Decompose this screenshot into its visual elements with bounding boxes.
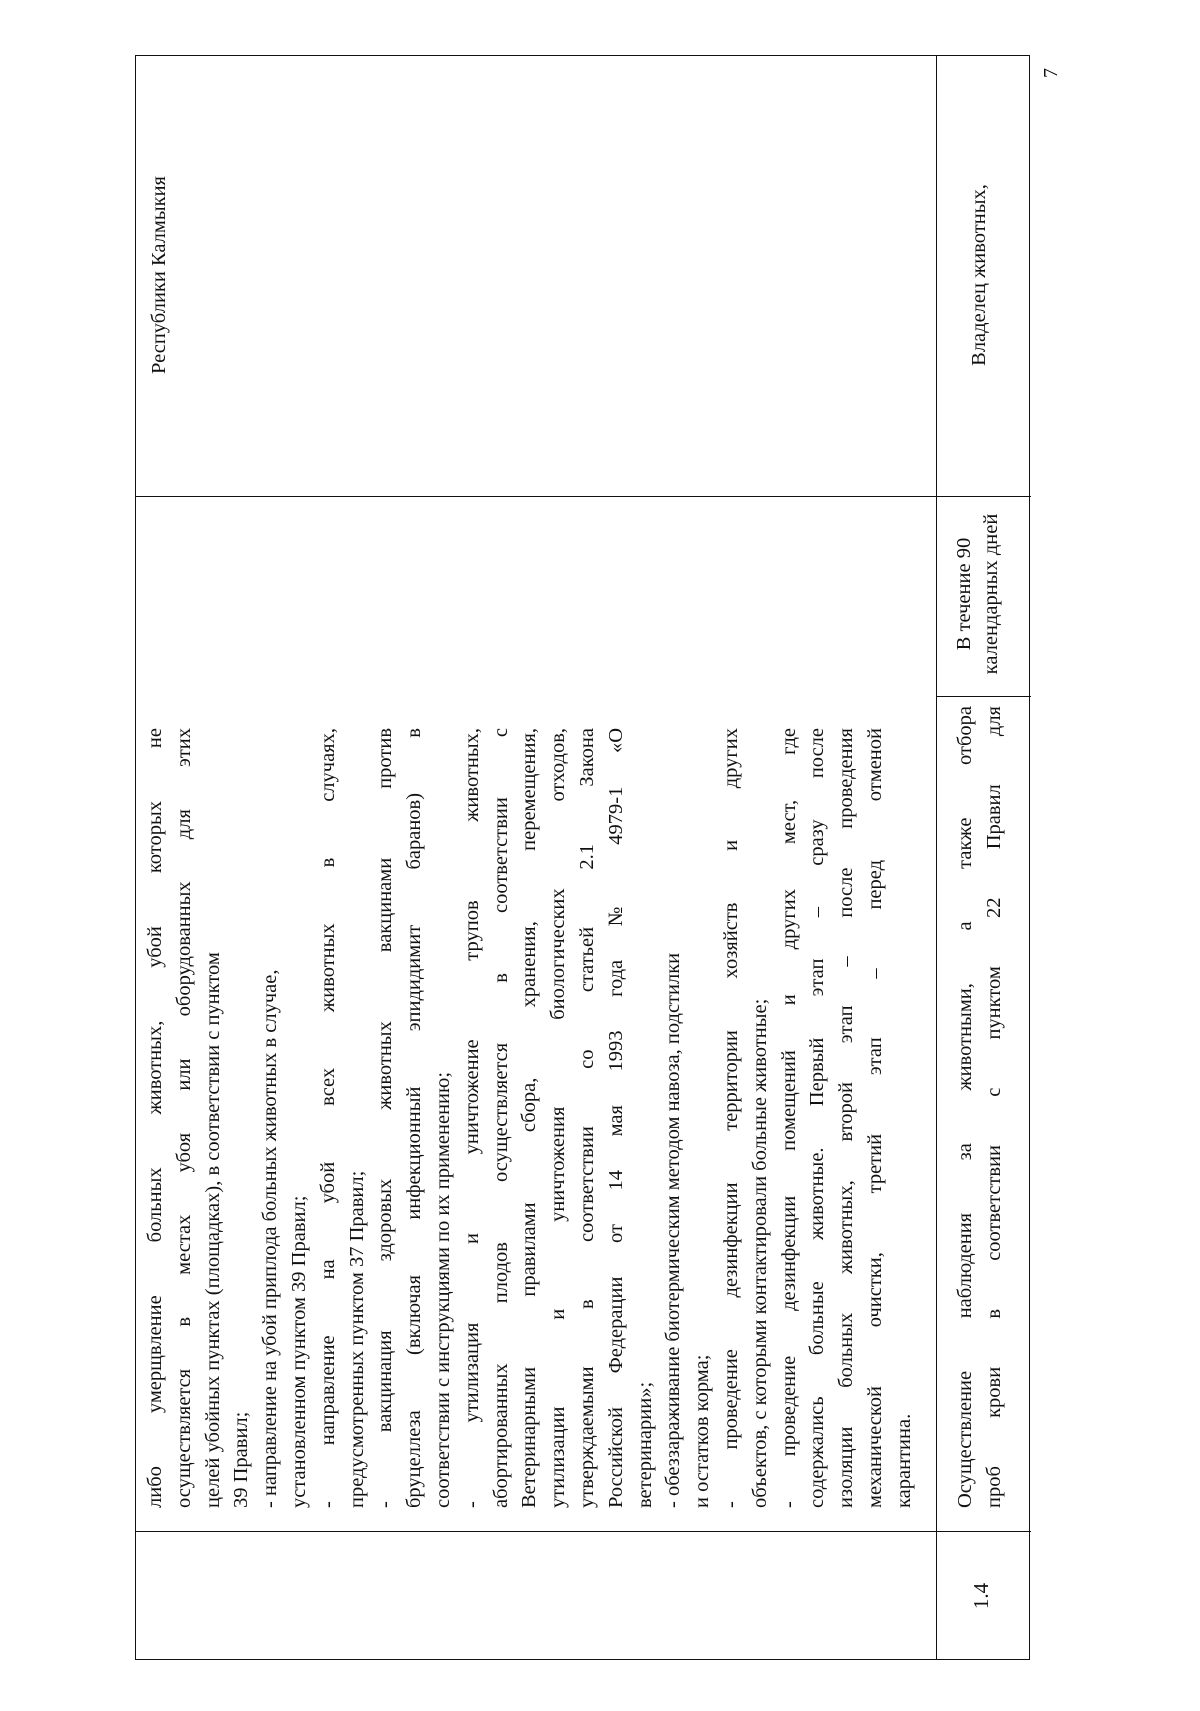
description-line: 39 Правил; <box>230 1411 253 1508</box>
row-1-4-description <box>951 696 1009 1518</box>
description-line: осуществляется в местах убоя или оборудованных для этих <box>172 728 195 1508</box>
description-line: бруцеллеза (включая инфекционный эпидидимит баранов) в <box>403 728 426 1508</box>
column-separator-number <box>136 1531 1031 1532</box>
column-separator-deadline <box>136 496 1031 497</box>
description-line: - обеззараживание биотермическим методом навоза, подстилки <box>662 952 685 1508</box>
row-1-4-number: 1.4 <box>969 1582 993 1610</box>
description-line: либо умерщвление больных животных, убой которых не <box>144 728 166 1508</box>
description-line: - проведение дезинфекции территории хозяйств и других <box>719 728 742 1508</box>
description-line: - направление на убой всех животных в случаях, <box>316 728 339 1508</box>
description-line: целей убойных пунктах (площадках), в соответствии с пунктом <box>201 952 224 1508</box>
description-line: утверждаемыми в соответствии со статьей 2.1 Закона <box>575 728 598 1508</box>
measures-table <box>135 55 1030 1660</box>
row-1-4-deadline: В течение 90 календарных дней <box>953 513 1002 675</box>
description-line: абортированных плодов осуществляется в соответствии с <box>489 728 512 1508</box>
description-line: Российской Федерации от 14 мая 1993 года № 4979-1 «О <box>604 728 627 1508</box>
description-line: соответствии с инструкциями по их применению; <box>431 1071 454 1508</box>
description-line: изоляции больных животных, второй этап – после проведения <box>835 728 858 1508</box>
description-line: Ветеринарными правилами сбора, хранения, перемещения, <box>518 728 541 1508</box>
description-line: Осуществление наблюдения за животными, а также отбора <box>954 706 976 1508</box>
description-line: ветеринарии»; <box>633 1381 656 1508</box>
description-line: предусмотренных пунктом 37 Правил; <box>345 1170 368 1508</box>
page-number: 7 <box>1040 68 1062 78</box>
description-line: объектов, с которыми контактировали больные животные; <box>748 998 771 1508</box>
description-line: - утилизация и уничтожение трупов животных, <box>460 728 483 1508</box>
description-line: проб крови в соответствии с пунктом 22 Правил для <box>982 706 1005 1508</box>
description-line: карантина. <box>892 1413 915 1508</box>
continuation-responsible: Республики Калмыкия <box>148 176 170 374</box>
description-line: - вакцинация здоровых животных вакцинами против <box>374 728 397 1508</box>
description-line: содержались больные животные. Первый этап – сразу после <box>806 728 829 1508</box>
continuation-description <box>141 718 919 1518</box>
description-line: утилизации и уничтожения биологических отходов, <box>547 728 570 1508</box>
description-line: - направление на убой приплода больных животных в случае, <box>259 969 282 1508</box>
row-separator <box>936 56 937 1659</box>
description-line: - проведение дезинфекции помещений и других мест, где <box>777 728 800 1508</box>
description-line: и остатков корма; <box>691 1354 714 1508</box>
description-line: установленном пунктом 39 Правил; <box>287 1195 310 1508</box>
description-line: механической очистки, третий этап – перед отменой <box>863 728 886 1508</box>
row-1-4-responsible: Владелец животных, <box>968 184 990 366</box>
